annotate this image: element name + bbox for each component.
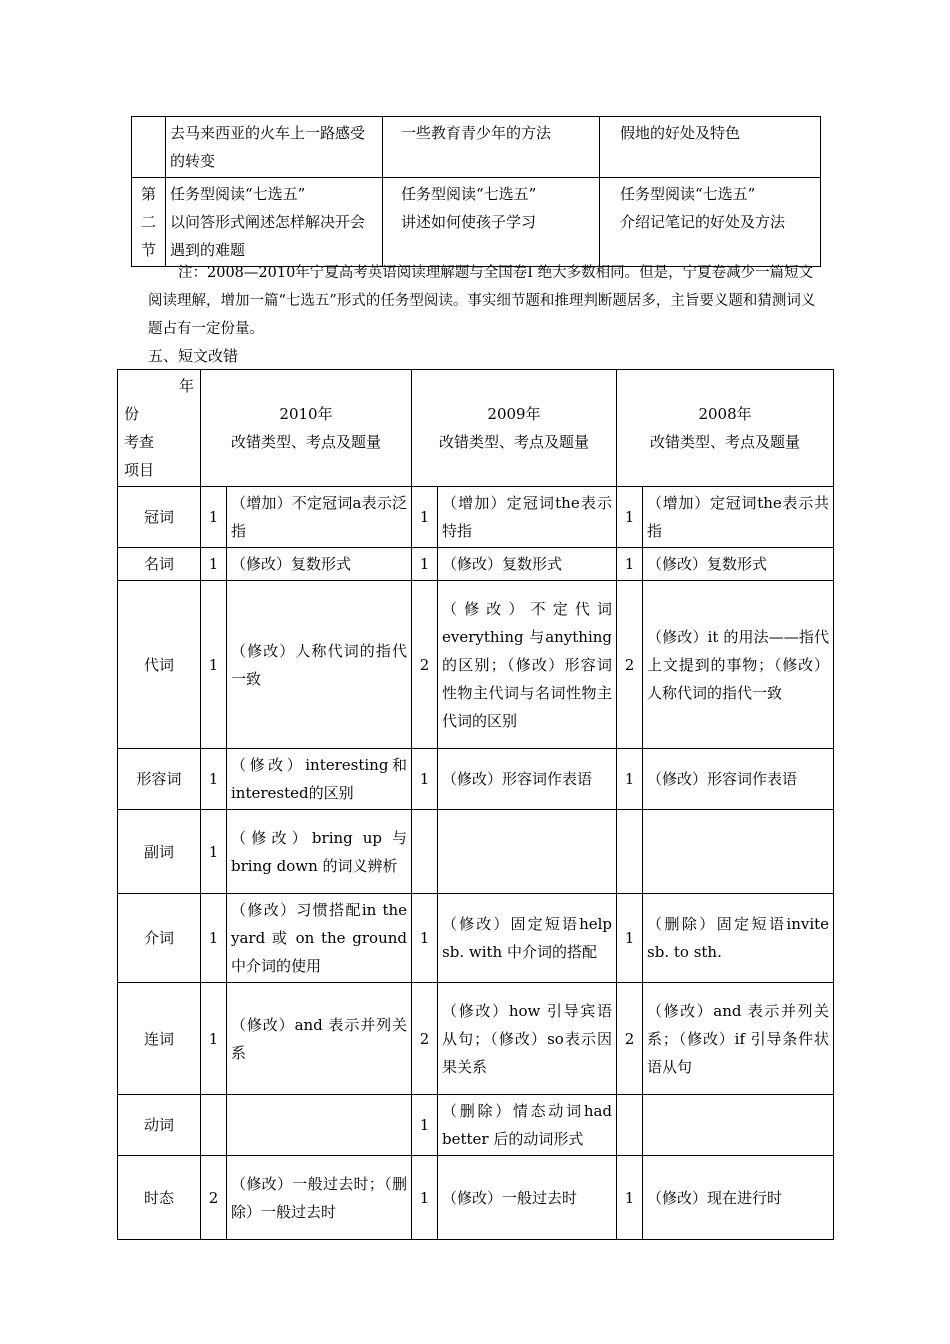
row-category: 动词 bbox=[118, 1095, 201, 1156]
count-cell: 1 bbox=[412, 749, 438, 810]
count-cell: 1 bbox=[201, 581, 227, 749]
desc-cell: （删除）情态动词had better 后的动词形式 bbox=[438, 1095, 617, 1156]
desc-cell: （修改）it 的用法——指代上文提到的事物；（修改）人称代词的指代一致 bbox=[643, 581, 834, 749]
header-corner-cell: 年 份 考查 项目 bbox=[118, 370, 201, 487]
section-label bbox=[132, 117, 166, 178]
count-cell: 1 bbox=[617, 749, 643, 810]
desc-cell bbox=[227, 1095, 412, 1156]
count-cell: 1 bbox=[617, 894, 643, 983]
desc-cell: （修改）现在进行时 bbox=[643, 1156, 834, 1240]
table-cell: 去马来西亚的火车上一路感受的转变 bbox=[166, 117, 383, 178]
row-category: 名词 bbox=[118, 548, 201, 581]
desc-cell: （修改）形容词作表语 bbox=[643, 749, 834, 810]
desc-cell: （修改）复数形式 bbox=[227, 548, 412, 581]
desc-cell: （增加）定冠词the表示共指 bbox=[643, 487, 834, 548]
count-cell: 2 bbox=[412, 581, 438, 749]
count-cell bbox=[412, 810, 438, 894]
row-category: 连词 bbox=[118, 983, 201, 1095]
row-category: 时态 bbox=[118, 1156, 201, 1240]
desc-cell: （删除）固定短语invite sb. to sth. bbox=[643, 894, 834, 983]
desc-cell: （修改）bring up 与bring down 的词义辨析 bbox=[227, 810, 412, 894]
header-year-2010: 2010年 改错类型、考点及题量 bbox=[201, 370, 412, 487]
table-row bbox=[118, 487, 834, 548]
desc-cell: （修改）习惯搭配in the yard 或 on the ground中介词的使用 bbox=[227, 894, 412, 983]
count-cell: 1 bbox=[617, 1156, 643, 1240]
section-heading: 五、短文改错 bbox=[148, 347, 239, 365]
desc-cell: （修改）复数形式 bbox=[643, 548, 834, 581]
table-header-row bbox=[118, 370, 834, 487]
table-cell: 一些教育青少年的方法 bbox=[383, 117, 600, 178]
table-row bbox=[118, 1095, 834, 1156]
desc-cell bbox=[643, 1095, 834, 1156]
desc-cell: （修改）不定代词everything 与anything 的区别；（修改）形容词性物主代词与名词性物主代词的区别 bbox=[438, 581, 617, 749]
count-cell: 1 bbox=[201, 548, 227, 581]
table-row bbox=[118, 983, 834, 1095]
desc-cell: （修改）and 表示并列关系 bbox=[227, 983, 412, 1095]
table-row bbox=[118, 894, 834, 983]
desc-cell: （修改）复数形式 bbox=[438, 548, 617, 581]
header-year-2008: 2008年 改错类型、考点及题量 bbox=[617, 370, 834, 487]
reading-table bbox=[131, 116, 821, 267]
table-row bbox=[118, 749, 834, 810]
count-cell bbox=[201, 1095, 227, 1156]
row-category: 冠词 bbox=[118, 487, 201, 548]
row-category: 形容词 bbox=[118, 749, 201, 810]
table-row bbox=[118, 1156, 834, 1240]
row-category: 代词 bbox=[118, 581, 201, 749]
count-cell: 1 bbox=[201, 894, 227, 983]
count-cell: 1 bbox=[412, 1095, 438, 1156]
count-cell: 1 bbox=[201, 983, 227, 1095]
table-row bbox=[118, 548, 834, 581]
desc-cell: （修改）how 引导宾语从句；（修改）so表示因果关系 bbox=[438, 983, 617, 1095]
desc-cell bbox=[438, 810, 617, 894]
count-cell: 1 bbox=[201, 810, 227, 894]
table-row bbox=[118, 810, 834, 894]
count-cell: 1 bbox=[412, 548, 438, 581]
count-cell: 1 bbox=[412, 487, 438, 548]
row-category: 介词 bbox=[118, 894, 201, 983]
desc-cell: （修改）interesting和interested的区别 bbox=[227, 749, 412, 810]
count-cell: 2 bbox=[617, 983, 643, 1095]
desc-cell: （修改）固定短语help sb. with 中介词的搭配 bbox=[438, 894, 617, 983]
count-cell: 1 bbox=[201, 749, 227, 810]
table-cell: 任务型阅读“七选五” 讲述如何使孩子学习 bbox=[383, 178, 600, 267]
table-cell: 假地的好处及特色 bbox=[600, 117, 821, 178]
header-year-2009: 2009年 改错类型、考点及题量 bbox=[412, 370, 617, 487]
table-row bbox=[118, 581, 834, 749]
count-cell: 1 bbox=[412, 1156, 438, 1240]
count-cell bbox=[617, 1095, 643, 1156]
count-cell: 2 bbox=[617, 581, 643, 749]
count-cell: 1 bbox=[617, 487, 643, 548]
table-cell: 任务型阅读“七选五” 介绍记笔记的好处及方法 bbox=[600, 178, 821, 267]
table-cell: 任务型阅读“七选五” 以问答形式阐述怎样解决开会遇到的难题 bbox=[166, 178, 383, 267]
count-cell: 1 bbox=[412, 894, 438, 983]
table-row bbox=[132, 117, 821, 178]
desc-cell: （增加）不定冠词a表示泛指 bbox=[227, 487, 412, 548]
desc-cell: （修改）一般过去时；（删除）一般过去时 bbox=[227, 1156, 412, 1240]
count-cell: 2 bbox=[201, 1156, 227, 1240]
desc-cell: （修改）一般过去时 bbox=[438, 1156, 617, 1240]
count-cell bbox=[617, 810, 643, 894]
count-cell: 1 bbox=[617, 548, 643, 581]
desc-cell: （增加）定冠词the表示特指 bbox=[438, 487, 617, 548]
table-row bbox=[132, 178, 821, 267]
count-cell: 1 bbox=[201, 487, 227, 548]
desc-cell: （修改）人称代词的指代一致 bbox=[227, 581, 412, 749]
note-paragraph: 注：2008—2010年宁夏高考英语阅读理解题与全国卷I 绝大多数相同。但是，宁夏卷减少一篇短文阅读理解，增加一篇“七选五”形式的任务型阅读。事实细节题和推理判断题居多，主旨要义题和猜测词义题占有一定份量。 bbox=[148, 265, 816, 337]
count-cell: 2 bbox=[412, 983, 438, 1095]
section-label: 第 二 节 bbox=[132, 178, 166, 267]
desc-cell: （修改）形容词作表语 bbox=[438, 749, 617, 810]
error-correction-table bbox=[117, 369, 834, 1240]
desc-cell bbox=[643, 810, 834, 894]
desc-cell: （修改）and 表示并列关系；（修改）if 引导条件状语从句 bbox=[643, 983, 834, 1095]
row-category: 副词 bbox=[118, 810, 201, 894]
